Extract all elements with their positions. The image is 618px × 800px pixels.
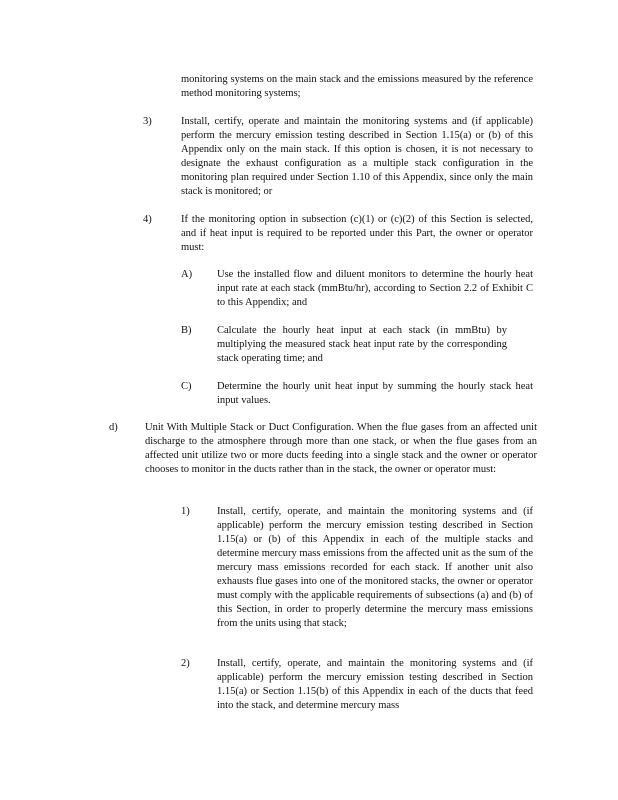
subitem-1-label: 1) bbox=[181, 506, 190, 517]
item-d-text: Unit With Multiple Stack or Duct Configuration. When the flue gases from an affected unit discharge to the atmosphere through more than one stack, or when the flue gases from an affected unit utilize two or more ducts feeding into a single stack and the owner or operator chooses to monitor in the ducts rather than in the stack, the owner or operator must: bbox=[145, 422, 537, 475]
continuation-paragraph: monitoring systems on the main stack and the emissions measured by the reference method monitoring systems; bbox=[181, 74, 533, 99]
subitem-2-label: 2) bbox=[181, 658, 190, 669]
subitem-a-label: A) bbox=[181, 269, 193, 280]
item-4-label: 4) bbox=[143, 214, 152, 225]
subitem-2-text: Install, certify, operate, and maintain the monitoring systems and (if applicable) perform the mercury emission testing described in Section 1.15(a) or Section 1.15(b) of this Appendix in each of the ducts that feed into the stack, and determine mercury mass bbox=[217, 658, 533, 711]
item-d-label: d) bbox=[109, 422, 118, 433]
subitem-c-label: C) bbox=[181, 381, 192, 392]
subitem-1-text: Install, certify, operate, and maintain the monitoring systems and (if applicable) perform the mercury emission testing described in Section 1.15(a) or (b) of this Appendix in each of the multiple stacks and determine mercury mass emissions from the affected unit as the sum of the mercury mass emissions recorded for each stack. If another unit also exhausts flue gases into one of the monitored stacks, the owner or operator must comply with the applicable requirements of subsections (a) and (b) of this Section, in order to properly determine the mercury mass emissions from the units using that stack; bbox=[217, 506, 533, 629]
item-3-label: 3) bbox=[143, 116, 152, 127]
item-4-text: If the monitoring option in subsection (c)(1) or (c)(2) of this Section is selected, and if heat input is required to be reported under this Part, the owner or operator must: bbox=[181, 214, 533, 253]
item-3-text: Install, certify, operate and maintain the monitoring systems and (if applicable) perform the mercury emission testing described in Section 1.15(a) or (b) of this Appendix only on the main stack. If this option is chosen, it is not necessary to designate the exhaust configuration as a multiple stack configuration in the monitoring plan required under Section 1.10 of this Appendix, since only the main stack is monitored; or bbox=[181, 116, 533, 197]
subitem-a-text: Use the installed flow and diluent monitors to determine the hourly heat input rate at each stack (mmBtu/hr), according to Section 2.2 of Exhibit C to this Appendix; and bbox=[217, 269, 533, 308]
subitem-b-label: B) bbox=[181, 325, 192, 336]
subitem-b-text: Calculate the hourly heat input at each stack (in mmBtu) by multiplying the measured stack heat input rate by the corresponding stack operating time; and bbox=[217, 325, 507, 364]
subitem-c-text: Determine the hourly unit heat input by summing the hourly stack heat input values. bbox=[217, 381, 533, 406]
